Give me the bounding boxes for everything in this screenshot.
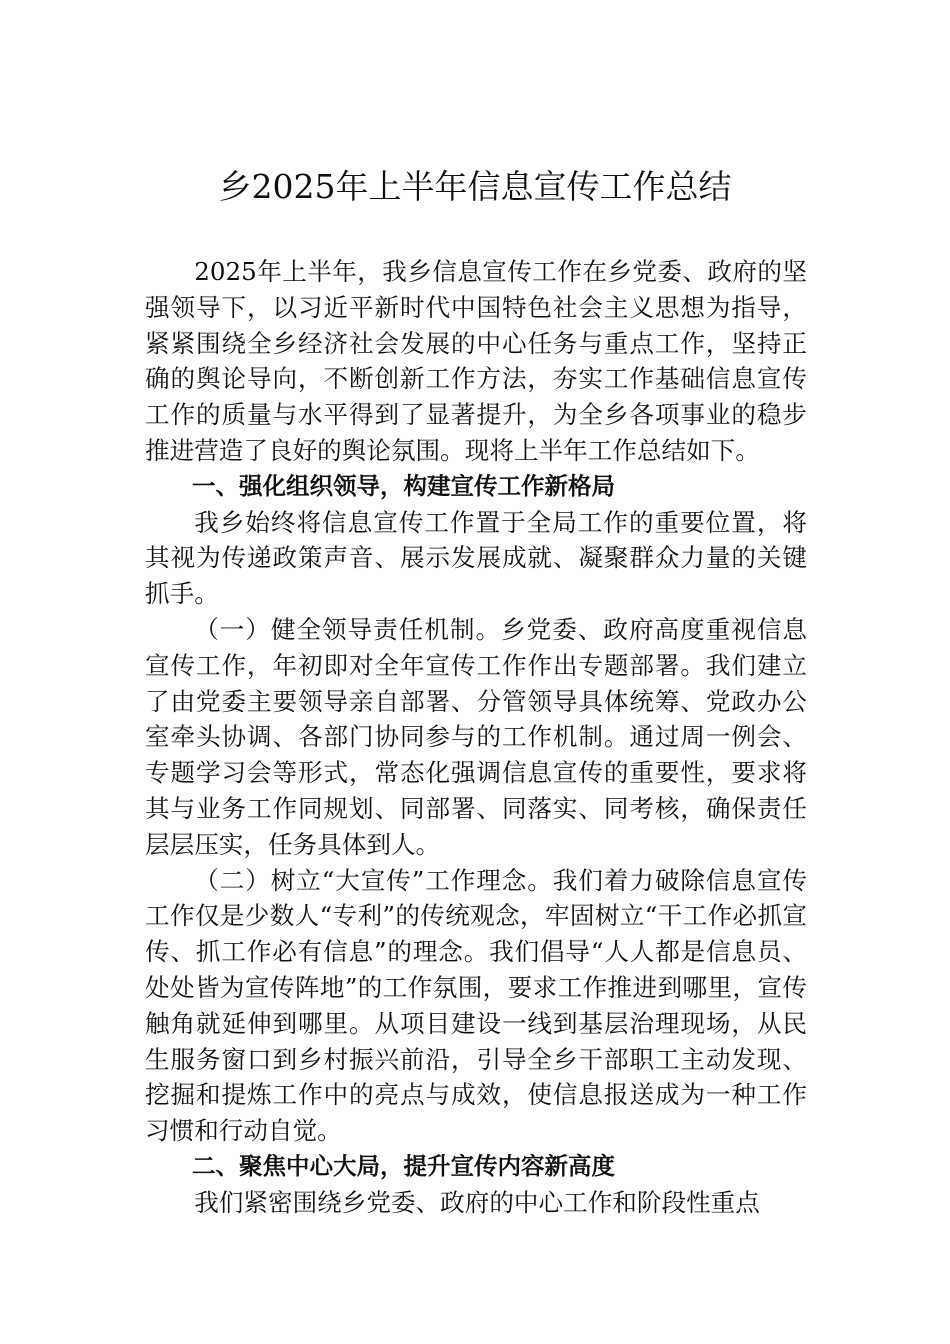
- section-heading-2: 二、聚焦中心大局，提升宣传内容新高度: [192, 1151, 615, 1180]
- body-paragraph: （一）健全领导责任机制。乡党委、政府高度重视信息宣传工作，年初即对全年宣传工作作出专题部署。我们建立了由党委主要领导亲自部署、分管领导具体统筹、党政办公室牵头协调、各部门协同参与的工作机制。通过周一例会、专题学习会等形式，常态化强调信息宣传的重要性，要求将其与业务工作同规划、同部署、同落实、同考核，确保责任层层压实，任务具体到人。: [145, 614, 807, 859]
- body-paragraph: 我乡始终将信息宣传工作置于全局工作的重要位置，将其视为传递政策声音、展示发展成就、凝聚群众力量的关键抓手。: [145, 507, 807, 609]
- document-title: 乡2025年上半年信息宣传工作总结: [218, 167, 732, 206]
- section-heading-1: 一、强化组织领导，构建宣传工作新格局: [192, 471, 615, 500]
- body-paragraph: （二）树立“大宣传”工作理念。我们着力破除信息宣传工作仅是少数人“专利”的传统观念，牢固树立“干工作必抓宣传、抓工作必有信息”的理念。我们倡导“人人都是信息员、处处皆为宣传阵地”的工作氛围，要求工作推进到哪里，宣传触角就延伸到哪里。从项目建设一线到基层治理现场，从民生服务窗口到乡村振兴前沿，引导全乡干部职工主动发现、挖掘和提炼工作中的亮点与成效，使信息报送成为一种工作习惯和行动自觉。: [145, 865, 807, 1146]
- body-paragraph: 我们紧密围绕乡党委、政府的中心工作和阶段性重点: [194, 1187, 760, 1217]
- intro-paragraph: 2025年上半年，我乡信息宣传工作在乡党委、政府的坚强领导下，以习近平新时代中国特色社会主义思想为指导，紧紧围绕全乡经济社会发展的中心任务与重点工作，坚持正确的舆论导向，不断创新工作方法，夯实工作基础信息宣传工作的质量与水平得到了显著提升，为全乡各项事业的稳步推进营造了良好的舆论氛围。现将上半年工作总结如下。: [145, 257, 807, 465]
- document-body: [145, 254, 807, 1221]
